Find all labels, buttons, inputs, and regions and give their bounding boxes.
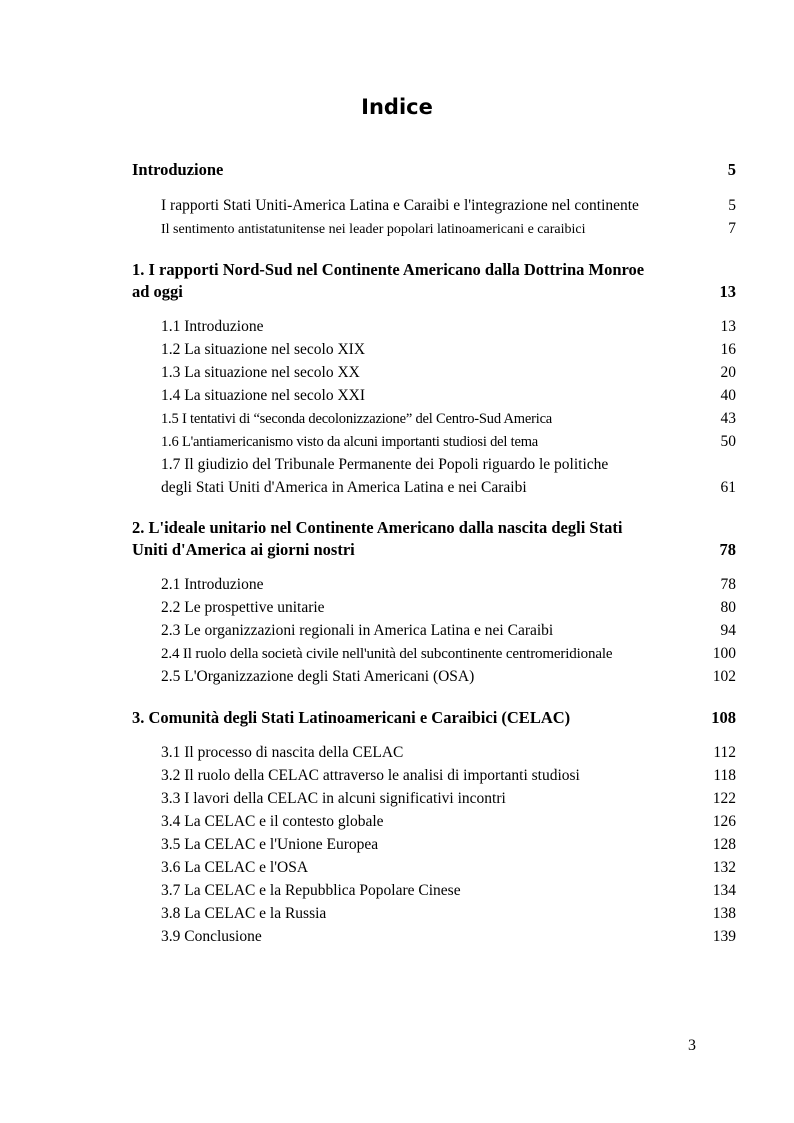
toc-chapter-1-line1[interactable]: 1. I rapporti Nord-Sud nel Continente Americano dalla Dottrina Monroe [132, 260, 645, 279]
toc-page-number: 78 [720, 576, 736, 593]
toc-page-number: 134 [712, 882, 736, 899]
toc-entry-line1[interactable]: 1.7 Il giudizio del Tribunale Permanente dei Popoli riguardo le politiche [161, 456, 609, 473]
toc-entry-title: I rapporti Stati Uniti-America Latina e Caraibi e l'integrazione nel continente [161, 197, 639, 214]
toc-entry-title: 2.4 Il ruolo della società civile nell'unità del subcontinente centromeridionale [161, 646, 613, 662]
toc-page-number: 108 [711, 708, 736, 727]
toc-page-number: 112 [713, 744, 736, 761]
toc-entry-title: 2.5 L'Organizzazione degli Stati Americani (OSA) [161, 668, 475, 685]
toc-entry-title: 3.6 La CELAC e l'OSA [161, 859, 309, 876]
toc-chapter-title: Uniti d'America ai giorni nostri [132, 540, 355, 559]
toc-chapter-3[interactable] [132, 708, 736, 728]
toc-page-number: 43 [720, 410, 736, 427]
toc-entry-title: degli Stati Uniti d'America in America Latina e nei Caraibi [161, 479, 527, 496]
toc-page-number: 100 [712, 645, 736, 662]
toc-entry-title: 1.1 Introduzione [161, 318, 264, 335]
toc-entry[interactable] [132, 387, 736, 405]
toc-page-number: 139 [712, 928, 736, 945]
toc-entry-title: 1.6 L'antiamericanismo visto da alcuni importanti studiosi del tema [161, 434, 539, 450]
toc-entry-title: 2.1 Introduzione [161, 576, 264, 593]
toc-entry-title: 3.1 Il processo di nascita della CELAC [161, 744, 404, 761]
toc-entry[interactable] [132, 622, 736, 640]
toc-entry[interactable] [132, 668, 736, 686]
toc-page-number: 118 [713, 767, 736, 784]
toc-entry-title: 3.5 La CELAC e l'Unione Europea [161, 836, 379, 853]
toc-chapter-title: Introduzione [132, 160, 224, 179]
toc-entry[interactable] [132, 882, 736, 900]
toc-entry[interactable] [132, 859, 736, 877]
toc-entry-title: 1.5 I tentativi di “seconda decolonizzazione” del Centro-Sud America [161, 411, 553, 427]
page-title: Indice [361, 95, 433, 119]
toc-entry-title: 2.2 Le prospettive unitarie [161, 599, 325, 616]
toc-entry-title: 3.4 La CELAC e il contesto globale [161, 813, 384, 830]
toc-entry[interactable] [132, 905, 736, 923]
toc-page-number: 7 [728, 220, 736, 237]
toc-entry[interactable] [132, 790, 736, 808]
toc-page-number: 80 [720, 599, 736, 616]
toc-page-number: 16 [720, 341, 736, 358]
toc-page-number: 50 [720, 433, 736, 450]
toc-page-number: 94 [720, 622, 736, 639]
toc-entry-title: 3.9 Conclusione [161, 928, 262, 945]
toc-page-number: 5 [727, 160, 736, 179]
page-number: 3 [688, 1037, 696, 1054]
toc-page-number: 102 [712, 668, 736, 685]
toc-page-number: 5 [728, 197, 736, 214]
toc-chapter-1[interactable] [132, 282, 736, 302]
toc-page-number: 126 [712, 813, 736, 830]
toc-chapter-2-line1[interactable]: 2. L'ideale unitario nel Continente Americano dalla nascita degli Stati [132, 518, 623, 537]
toc-entry[interactable] [132, 341, 736, 359]
toc-chapter-title: 3. Comunità degli Stati Latinoamericani e Caraibici (CELAC) [132, 708, 571, 727]
toc-page-number: 138 [712, 905, 736, 922]
toc-entry[interactable] [132, 599, 736, 617]
toc-entry[interactable] [132, 318, 736, 336]
toc-entry[interactable] [132, 410, 736, 428]
toc-page-number: 40 [720, 387, 736, 404]
toc-entry[interactable] [132, 767, 736, 785]
toc-entry-title: 3.8 La CELAC e la Russia [161, 905, 327, 922]
toc-chapter-intro[interactable] [132, 160, 736, 180]
toc-page-number: 13 [720, 318, 736, 335]
toc-entry-title: 1.3 La situazione nel secolo XX [161, 364, 360, 381]
toc-entry[interactable] [132, 928, 736, 946]
toc-page-number: 13 [719, 282, 736, 301]
toc-chapter-2[interactable] [132, 540, 736, 560]
toc-entry[interactable] [132, 364, 736, 382]
toc-entry[interactable] [132, 576, 736, 594]
toc-entry[interactable] [132, 197, 736, 215]
toc-entry-title: 3.2 Il ruolo della CELAC attraverso le analisi di importanti studiosi [161, 767, 580, 784]
toc-page-number: 122 [712, 790, 736, 807]
toc-entry-title: 3.3 I lavori della CELAC in alcuni significativi incontri [161, 790, 506, 807]
toc-chapter-title: ad oggi [132, 282, 183, 301]
toc-entry-title: 2.3 Le organizzazioni regionali in America Latina e nei Caraibi [161, 622, 554, 639]
toc-entry-title: 3.7 La CELAC e la Repubblica Popolare Cinese [161, 882, 461, 899]
toc-page-number: 61 [720, 479, 736, 496]
toc-page-number: 132 [712, 859, 736, 876]
toc-entry[interactable] [132, 220, 736, 238]
toc-entry-title: 1.4 La situazione nel secolo XXI [161, 387, 366, 404]
toc-entry-title: Il sentimento antistatunitense nei leader popolari latinoamericani e caraibici [161, 222, 586, 237]
toc-entry-title: 1.2 La situazione nel secolo XIX [161, 341, 366, 358]
toc-entry[interactable] [132, 479, 736, 497]
toc-entry[interactable] [132, 813, 736, 831]
toc-entry[interactable] [132, 836, 736, 854]
toc-page-number: 78 [719, 540, 736, 559]
toc-page-number: 20 [720, 364, 736, 381]
toc-entry[interactable] [132, 744, 736, 762]
toc-entry[interactable] [132, 645, 736, 663]
toc-entry[interactable] [132, 433, 736, 451]
toc-page-number: 128 [712, 836, 736, 853]
